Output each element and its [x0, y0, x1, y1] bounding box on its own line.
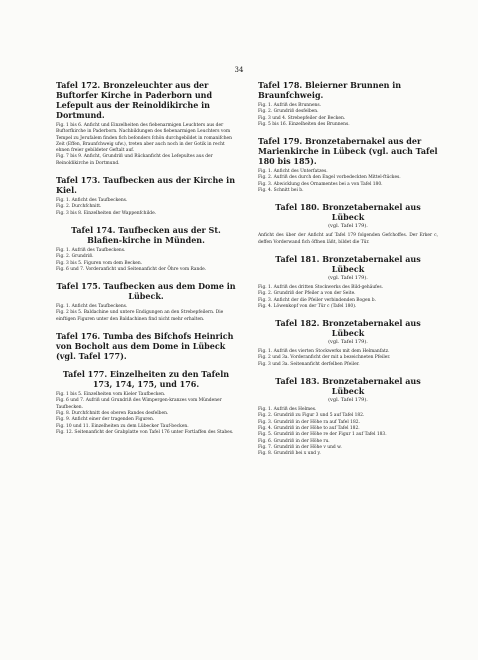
plate-section [56, 281, 236, 323]
plate-title: Tafel 175. Taufbecken aus dem Dome in Lübeck. [56, 281, 236, 302]
figure-entry: Fig. 1. Aufriß des Helmes. [258, 407, 317, 413]
figure-entry: Fig. 1 bis 5. Einzelheiten vom Kieler Taufbecken. [56, 392, 166, 398]
plate-section [258, 376, 438, 457]
plate-title: Tafel 174. Taufbecken aus der St. Blafien-kirche in Münden. [71, 224, 221, 245]
plate-title: Tafel 172. Bronzeleuchter aus der Buftorfer Kirche in Paderborn und Lefepult aus der Reinoldikirche in Dortmund. [56, 80, 213, 120]
figure-entry: Fig. 8. Grundriß bei x und y. [258, 451, 321, 457]
figure-entry: Fig. 3 bis 8. Einzelheiten der Wappenfchilde. [56, 210, 157, 216]
figure-entry: Fig. 2 bis 5. Baldachine und untere Endigungen an den Strebepfeilern. Die einftigen Figuren unter den Baldachinen find nicht mehr erhalten. [56, 310, 224, 322]
plate-section [56, 80, 236, 167]
figure-entry: Fig. 1. Aufriß des vierten Stockwerks mit dem Helmanfatz. [258, 349, 390, 355]
figure-entry: Fig. 5. Grundriß in der Höhe re der Figur 1 auf Tafel 183. [258, 432, 387, 438]
figure-entry: Fig. 6 und 7. Vorderanficht und Seitenanficht der Öhre vom Rande. [56, 266, 207, 272]
figure-entry: Fig. 12. Seitenanficht der Grabplatte von Tafel 176 unter Fortlaffen des Stabes. [56, 429, 234, 435]
figure-entry: Fig. 4. Löwenkopf von der Tür c (Tafel 180). [258, 303, 357, 309]
left-column [56, 80, 236, 444]
figure-entry: Fig. 4. Grundriß in der Höhe to auf Tafel 182. [258, 425, 360, 431]
figure-list [258, 103, 438, 128]
figure-entry: Fig. 3 und 4. Strebepfeiler der Becken. [258, 115, 346, 121]
plate-title: Tafel 179. Bronzetabernakel aus der Marienkirche in Lübeck (vgl. auch Tafel 180 bis 185). [258, 136, 438, 167]
figure-entry: Fig. 6. Grundriß in der Höhe ru. [258, 438, 330, 444]
figure-list [258, 285, 438, 310]
figure-entry: Fig. 3. Anficht der die Pfeiler verbindenden Bogen b. [258, 297, 377, 303]
figure-entry: Fig. 7 bis 9. Anficht, Grundriß und Rückanficht des Lefepultes aus der Reinoldikirche in Dortmund. [56, 154, 213, 166]
plate-section [258, 202, 438, 246]
plate-section [56, 225, 236, 273]
plate-title: Tafel 177. Einzelheiten zu den Tafeln 173, 174, 175, und 176. [62, 369, 230, 390]
figure-entry: Fig. 9. Anficht einer der tragenden Figuren. [56, 417, 155, 423]
figure-entry: Fig. 2 und 3a. Vorderanficht der mit a bezeichneten Pfeiler. [258, 355, 391, 361]
figure-list [56, 304, 236, 323]
figure-entry: Fig. 2. Grundriß desfelben. [258, 109, 319, 115]
page-number: 34 [234, 66, 244, 74]
right-column [258, 80, 438, 465]
figure-entry: Fig. 1. Anficht des Taufbeckens. [56, 304, 128, 310]
figure-entry: Fig. 1. Anficht des Unterfatzes. [258, 169, 328, 175]
plate-section [258, 254, 438, 310]
figure-entry: Fig. 2. Grundriß zu Figur 3 und 5 auf Tafel 182. [258, 413, 365, 419]
plate-section [258, 136, 438, 194]
plate-reference: (vgl. Tafel 179). [328, 274, 368, 281]
figure-list [258, 407, 438, 457]
plate-title: Tafel 183. Bronzetabernakel aus Lübeck [275, 376, 421, 397]
plate-section [56, 331, 236, 361]
figure-entry: Fig. 6 und 7. Aufriß und Grundriß des Wimpergen-kranzes vom Mündener Taufbecken. [56, 398, 222, 410]
figure-list [56, 123, 236, 167]
figure-entry: Fig. 2. Durchfchnitt. [56, 204, 102, 210]
figure-entry: Fig. 3 bis 5. Figuren vom dem Becken. [56, 260, 143, 266]
figure-list [56, 248, 236, 273]
figure-entry: Fig. 3. Abwicklung des Ornamentes bei a von Tafel 180. [258, 181, 383, 187]
figure-entry: Fig. 1. Aufriß des Taufbeckens. [56, 247, 126, 253]
plate-title: Tafel 176. Tumba des Bifchofs Heinrich von Bocholt aus dem Dome in Lübeck (vgl. Tafel 177). [56, 331, 234, 362]
figure-entry: Fig. 2. Aufriß des durch den Engel vorbedeckten Mittel-ftückes. [258, 175, 401, 181]
figure-entry: Fig. 1. Aufriß des Brunnens. [258, 103, 322, 108]
plate-title: Tafel 182. Bronzetabernakel aus Lübeck [275, 318, 421, 339]
plate-reference: (vgl. Tafel 179). [328, 223, 368, 230]
figure-entry: Fig. 2. Grundriß der Pfeiler a von der Seite. [258, 291, 356, 297]
plate-section [258, 80, 438, 128]
figure-entry: Fig. 1 bis 6. Anficht und Einzelheiten des fiebenarmigen Leuchters aus der Buftorfkirche in Paderborn. Nachbildungen des fiebenarmigen Leuchters vom Tempel zu Jerufalem finden fich befonders fchön durchgebildet in romanifchen Zeit (Effen, Braunfchweig ufw.), treten aber auch noch in der Gotik in recht ehnen freier gebildeter Geftalt auf. [56, 123, 232, 154]
figure-entry: Fig. 1. Anficht des Taufbeckens. [56, 198, 128, 204]
figure-entry: Fig. 8. Durchfchnitt des oberen Randes desfelben. [56, 410, 169, 416]
plate-section [56, 175, 236, 217]
figure-entry: Fig. 3 und 3a. Seitenanficht derfelben Pfeiler. [258, 361, 360, 367]
figure-list [258, 169, 438, 194]
figure-entry: Fig. 4. Schnitt bei b. [258, 188, 304, 194]
plate-description: Anficht des über der Anficht auf Tafel 179 folgenden Gefchoffes. Der Erker c, deffen Vorderwand fich öffnen läßt, bildet die Tür. [258, 233, 438, 245]
figure-entry: Fig. 10 und 11. Einzelheiten zu dem Lübecker Tauf-becken. [56, 423, 189, 429]
plate-title: Tafel 180. Bronzetabernakel aus Lübeck [275, 202, 421, 223]
figure-list [56, 392, 236, 436]
figure-entry: Fig. 5 bis 16. Einzelheiten des Brunnens. [258, 121, 350, 127]
plate-section [258, 318, 438, 368]
plate-title: Tafel 178. Bleierner Brunnen in Braunfchweig. [258, 80, 402, 100]
figure-entry: Fig. 7. Grundriß in der Höhe v und w. [258, 444, 342, 450]
plate-reference: (vgl. Tafel 179). [328, 339, 368, 346]
figure-entry: Fig. 2. Grundriß. [56, 254, 94, 260]
plate-title: Tafel 173. Taufbecken aus der Kirche in Kiel. [56, 175, 236, 196]
figure-list [56, 198, 236, 217]
figure-entry: Fig. 1. Aufriß des dritten Stockwerks des Bild-gehäufes. [258, 284, 384, 290]
figure-entry: Fig. 3. Grundriß in der Höhe ra auf Tafel 182. [258, 419, 360, 425]
figure-list [258, 349, 438, 368]
plate-section [56, 369, 236, 436]
plate-title: Tafel 181. Bronzetabernakel aus Lübeck [275, 253, 421, 274]
plate-reference: (vgl. Tafel 179). [328, 397, 368, 404]
